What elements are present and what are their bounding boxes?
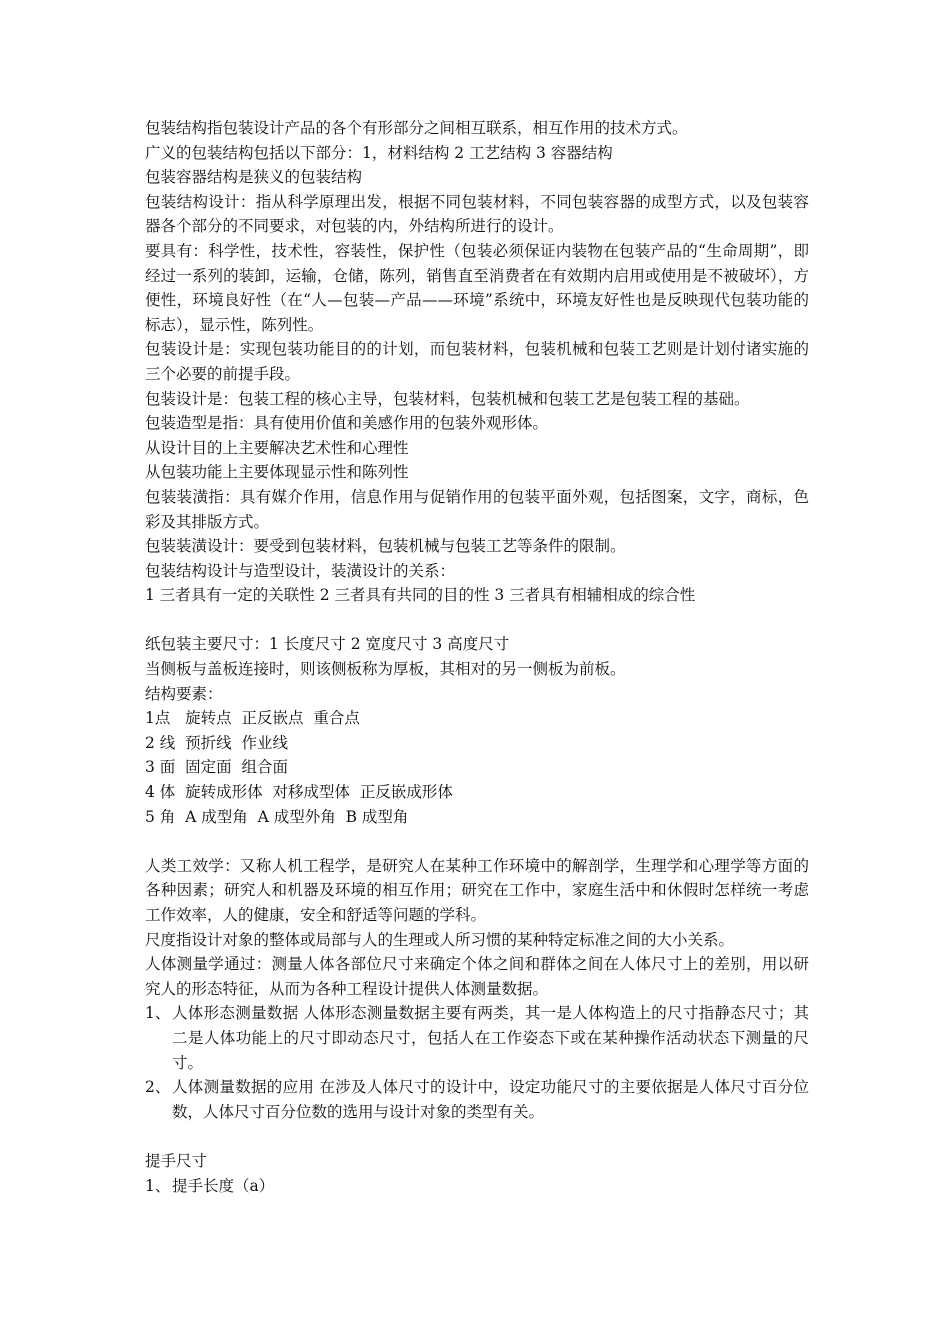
heading-handle-size: 提手尺寸	[145, 1151, 208, 1170]
paragraph-narrow-structure: 包装容器结构是狭义的包装结构	[145, 168, 363, 187]
blank-line	[145, 1124, 809, 1149]
paragraph-decoration-design: 包装装潢设计：要受到包装材料，包装机械与包装工艺等条件的限制。	[145, 537, 626, 556]
element-surface: 3 面 固定面 组合面	[145, 758, 288, 777]
element-body: 4 体 旋转成形体 对移成型体 正反嵌成形体	[145, 783, 453, 802]
paragraph-three-aspects: 1 三者具有一定的关联性 2 三者具有共同的目的性 3 三者具有相辅相成的综合性	[145, 586, 696, 605]
element-point: 1点 旋转点 正反嵌点 重合点	[145, 709, 360, 728]
paragraph-structure-elements: 结构要素：	[145, 684, 223, 703]
paragraph-side-panels: 当侧板与盖板连接时，则该侧板称为厚板，其相对的另一侧板为前板。	[145, 660, 626, 679]
paragraph-ergonomics: 人类工效学：又称人机工程学，是研究人在某种工作环境中的解剖学，生理学和心理学等方面的各种因素；研究人和机器及环境的相互作用；研究在工作中，家庭生活中和休假时怎样统一考虑工作效率，人的健康，安全和舒适等问题的学科。	[145, 856, 809, 924]
list-text: 人体测量数据的应用 在涉及人体尺寸的设计中，设定功能尺寸的主要依据是人体尺寸百分位数，人体尺寸百分位数的选用与设计对象的类型有关。	[172, 1078, 809, 1121]
element-line: 2 线 预折线 作业线	[145, 733, 288, 752]
list-text: 提手长度（a）	[172, 1176, 275, 1195]
list-number: 1、	[145, 1004, 171, 1023]
blank-line	[145, 829, 809, 854]
list-number: 2、	[145, 1078, 171, 1097]
paragraph-broad-structure: 广义的包装结构包括以下部分：1，材料结构 2 工艺结构 3 容器结构	[145, 143, 613, 162]
paragraph-package-function: 从包装功能上主要体现显示性和陈列性	[145, 463, 409, 482]
blank-line	[145, 608, 809, 633]
list-item	[145, 1174, 809, 1199]
list-item	[145, 1075, 809, 1124]
paragraph-design-plan: 包装设计是：实现包装功能目的的计划，而包装材料，包装机械和包装工艺则是计划付诸实施的三个必要的前提手段。	[145, 340, 809, 383]
document-page	[145, 116, 809, 1198]
paragraph-requirements: 要具有：科学性，技术性，容装性，保护性（包装必须保证内装物在包装产品的“生命周期”，即经过一系列的装卸，运输，仓储，陈列，销售直至消费者在有效期内启用或使用是不被破坏），方便性，环境良好性（在“人—包装—产品——环境”系统中，环境友好性也是反映现代包装功能的标志），显示性，陈列性。	[145, 241, 809, 334]
paragraph-structure-definition: 包装结构指包装设计产品的各个有形部分之间相互联系，相互作用的技术方式。	[145, 119, 688, 137]
paragraph-relationship: 包装结构设计与造型设计，装潢设计的关系：	[145, 561, 456, 580]
paragraph-design-core: 包装设计是：包装工程的核心主导，包装材料，包装机械和包装工艺是包装工程的基础。	[145, 389, 750, 408]
paragraph-design-purpose: 从设计目的上主要解决艺术性和心理性	[145, 438, 409, 457]
paragraph-paper-sizes: 纸包装主要尺寸：1 长度尺寸 2 宽度尺寸 3 高度尺寸	[145, 635, 510, 654]
list-number: 1、	[145, 1176, 171, 1195]
list-text: 人体形态测量数据 人体形态测量数据主要有两类，其一是人体构造上的尺寸指静态尺寸；其二是人体功能上的尺寸即动态尺寸，包括人在工作姿态下或在某种操作活动状态下测量的尺寸。	[172, 1004, 809, 1072]
paragraph-structure-design: 包装结构设计：指从科学原理出发，根据不同包装材料，不同包装容器的成型方式，以及包装容器各个部分的不同要求，对包装的内，外结构所进行的设计。	[145, 192, 809, 236]
paragraph-shape-definition: 包装造型是指：具有使用价值和美感作用的包装外观形体。	[145, 414, 549, 433]
paragraph-scale: 尺度指设计对象的整体或局部与人的生理或人所习惯的某种特定标准之间的大小关系。	[145, 930, 735, 949]
paragraph-decoration-definition: 包装装潢指：具有媒介作用，信息作用与促销作用的包装平面外观，包括图案，文字，商标，色彩及其排版方式。	[145, 487, 809, 531]
element-angle: 5 角 A 成型角 A 成型外角 B 成型角	[145, 807, 409, 826]
list-item	[145, 1001, 809, 1075]
paragraph-anthropometry: 人体测量学通过：测量人体各部位尺寸来确定个体之间和群体之间在人体尺寸上的差别，用以研究人的形态特征，从而为各种工程设计提供人体测量数据。	[145, 955, 809, 998]
